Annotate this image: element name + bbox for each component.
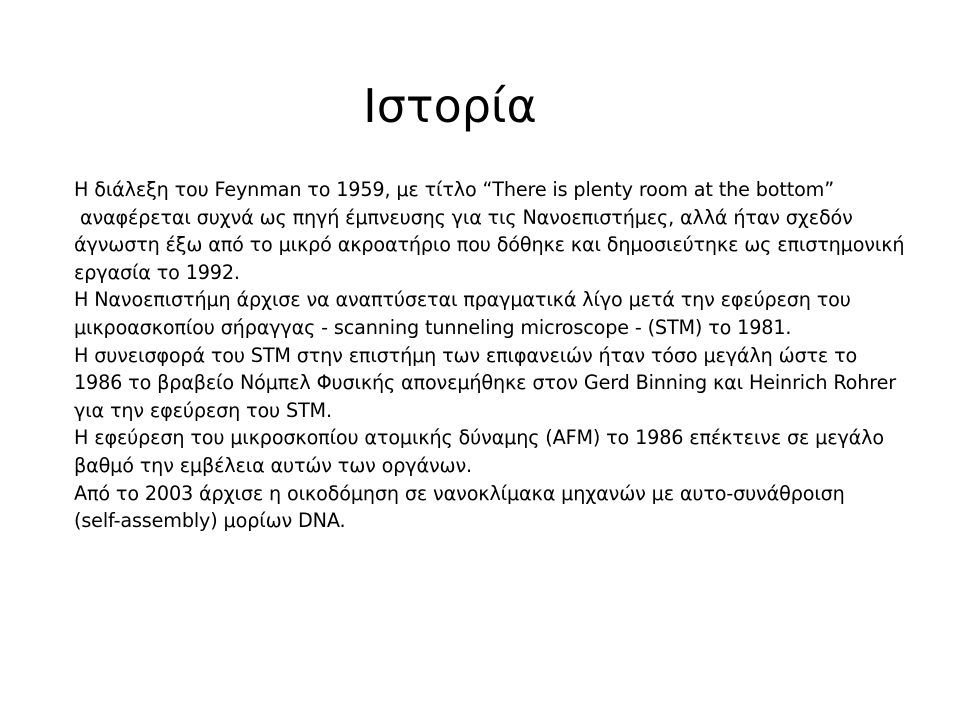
body-line: βαθμό την εμβέλεια αυτών των οργάνων.	[74, 453, 472, 477]
body-line: (self-assembly) μορίων DNA.	[74, 509, 346, 533]
body-line: εργασία το 1992.	[74, 260, 240, 284]
slide-title: Ιστορία	[363, 79, 537, 133]
body-line: μικροασκοπίου σήραγγας - scanning tunneling microscope - (STM) το 1981.	[74, 315, 792, 339]
body-line: 1986 το βραβείο Νόμπελ Φυσικής απονεμήθηκε στον Gerd Binning και Heinrich Rohrer	[74, 371, 896, 395]
body-line: Η διάλεξη του Feynman το 1959, με τίτλο “There is plenty room at the bottom”	[74, 178, 835, 201]
slide-body	[74, 176, 944, 535]
body-line: Η Νανοεπιστήμη άρχισε να αναπτύσεται πραγματικά λίγο μετά την εφεύρεση του	[74, 288, 851, 312]
body-line: Η εφεύρεση του μικροσκοπίου ατομικής δύναμης (AFM) το 1986 επέκτεινε σε μεγάλο	[74, 426, 884, 450]
body-line: άγνωστη έξω από το μικρό ακροατήριο που δόθηκε και δημοσιεύτηκε ως επιστημονική	[74, 233, 905, 257]
body-line: για την εφεύρεση του STM.	[74, 398, 332, 422]
body-line: Από το 2003 άρχισε η οικοδόμηση σε νανοκλίμακα μηχανών με αυτο-συνάθροιση	[74, 481, 845, 505]
body-line: Η συνεισφορά του STM στην επιστήμη των επιφανειών ήταν τόσο μεγάλη ώστε το	[74, 343, 858, 367]
body-line: αναφέρεται συχνά ως πηγή έμπνευσης για τις Νανοεπιστήμες, αλλά ήταν σχεδόν	[74, 205, 853, 229]
